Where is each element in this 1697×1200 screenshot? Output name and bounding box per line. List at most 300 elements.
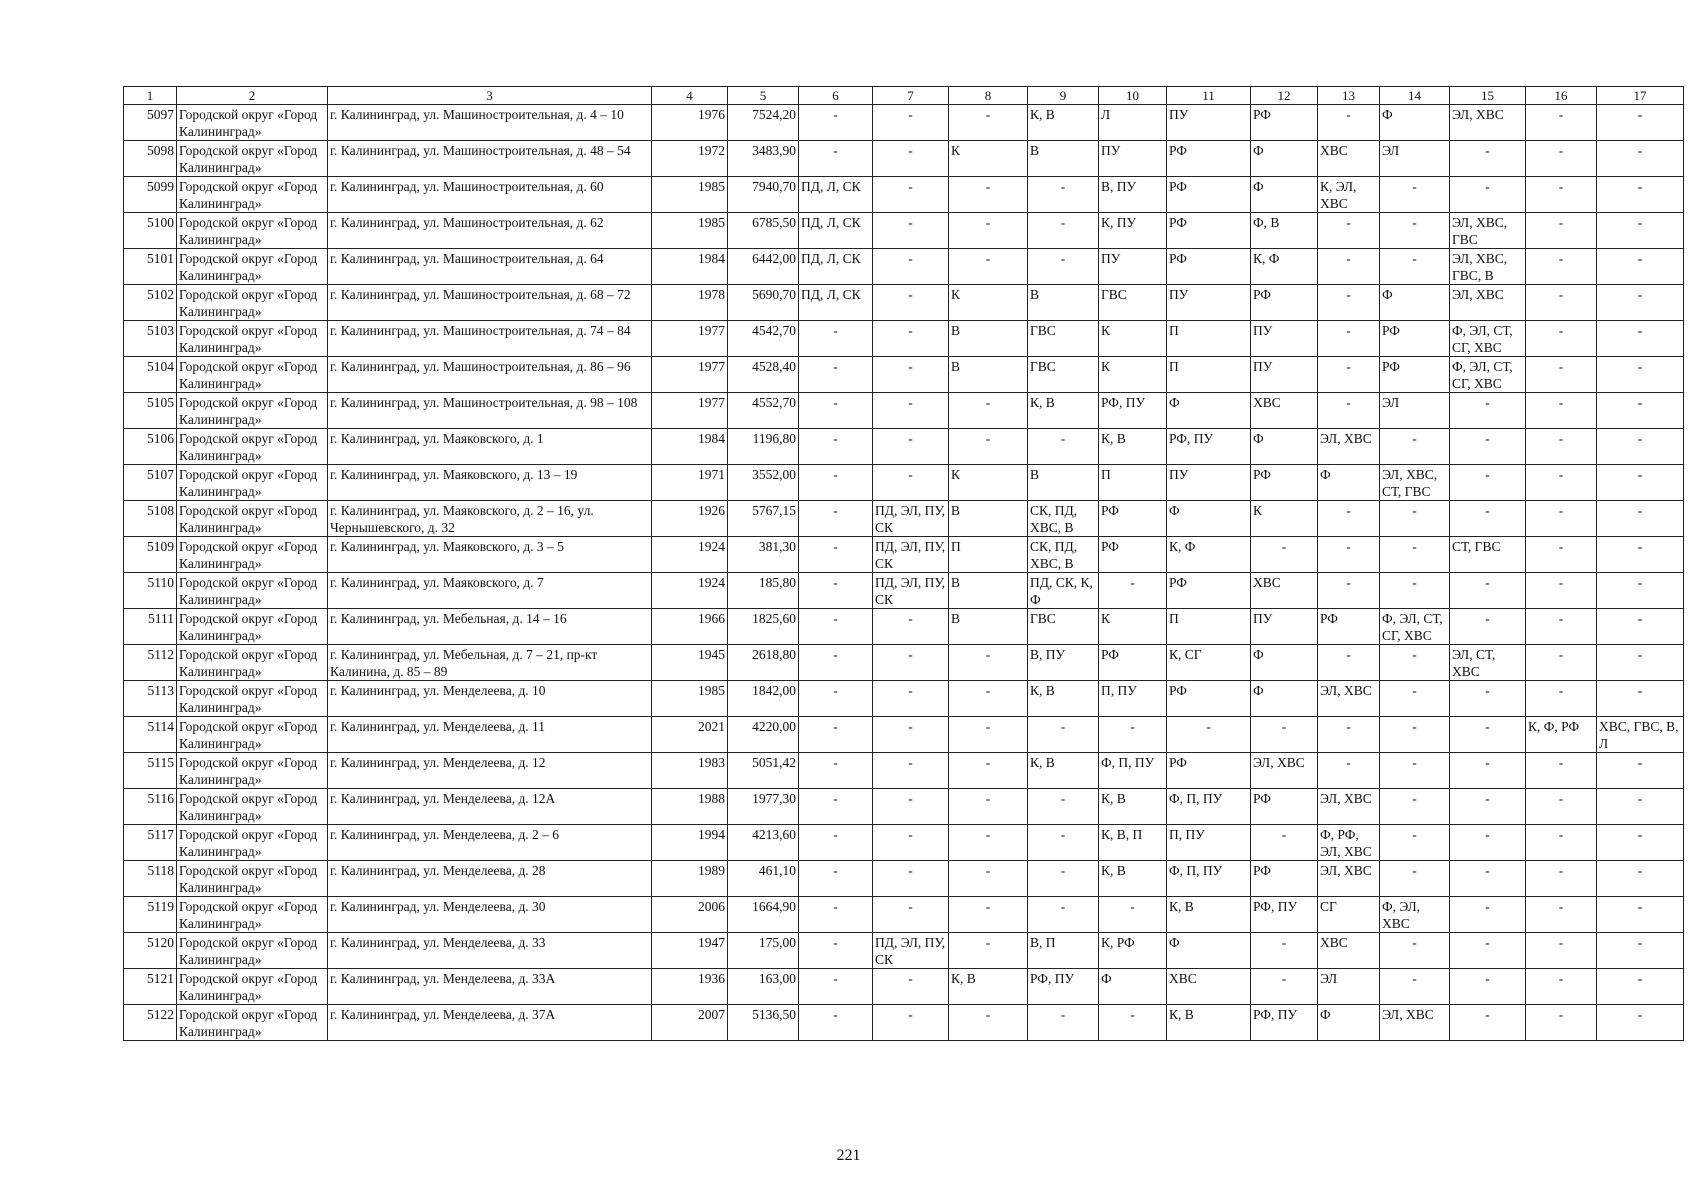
- table-cell: РФ: [1167, 141, 1251, 177]
- table-cell: 1842,00: [728, 681, 799, 717]
- table-cell: -: [1318, 645, 1380, 681]
- table-cell: -: [799, 393, 873, 429]
- table-row: [124, 141, 1684, 177]
- table-cell: -: [1318, 753, 1380, 789]
- table-cell: -: [949, 681, 1028, 717]
- table-cell: Городской округ «Город Калининград»: [177, 321, 328, 357]
- table-cell: Городской округ «Город Калининград»: [177, 465, 328, 501]
- table-cell: -: [1380, 537, 1450, 573]
- table-cell: -: [1450, 789, 1526, 825]
- table-cell: -: [1318, 501, 1380, 537]
- table-cell: РФ: [1251, 465, 1318, 501]
- column-number-cell: 15: [1450, 87, 1526, 105]
- table-cell: ПД, Л, СК: [799, 285, 873, 321]
- table-cell: ЭЛ, ХВС: [1450, 105, 1526, 141]
- table-cell: -: [873, 321, 949, 357]
- table-cell: К: [949, 141, 1028, 177]
- table-cell: 7940,70: [728, 177, 799, 213]
- table-cell: г. Калининград, ул. Менделеева, д. 12А: [328, 789, 652, 825]
- table-cell: -: [873, 825, 949, 861]
- table-cell: ЭЛ, ХВС: [1318, 789, 1380, 825]
- table-cell: 1947: [652, 933, 728, 969]
- table-cell: Ф: [1380, 285, 1450, 321]
- table-cell: -: [949, 933, 1028, 969]
- table-cell: 1976: [652, 105, 728, 141]
- table-cell: Городской округ «Город Калининград»: [177, 357, 328, 393]
- table-cell: г. Калининград, ул. Машиностроительная, д. 60: [328, 177, 652, 213]
- table-cell: г. Калининград, ул. Машиностроительная, д. 68 – 72: [328, 285, 652, 321]
- table-cell: Ф, ЭЛ, СТ, СГ, ХВС: [1380, 609, 1450, 645]
- table-cell: г. Калининград, ул. Маяковского, д. 3 – 5: [328, 537, 652, 573]
- table-cell: -: [1380, 573, 1450, 609]
- table-cell: -: [799, 969, 873, 1005]
- table-cell: -: [873, 465, 949, 501]
- table-cell: -: [873, 897, 949, 933]
- table-cell: 5117: [124, 825, 177, 861]
- table-cell: РФ: [1167, 249, 1251, 285]
- table-cell: П, ПУ: [1167, 825, 1251, 861]
- table-cell: -: [1526, 249, 1597, 285]
- table-cell: 5103: [124, 321, 177, 357]
- page-number: 221: [836, 1147, 861, 1164]
- table-cell: 5109: [124, 537, 177, 573]
- table-cell: -: [1526, 321, 1597, 357]
- table-cell: -: [1318, 573, 1380, 609]
- table-cell: РФ: [1167, 753, 1251, 789]
- table-cell: 5100: [124, 213, 177, 249]
- table-cell: ПУ: [1099, 141, 1167, 177]
- table-cell: Городской округ «Город Калининград»: [177, 501, 328, 537]
- table-cell: -: [799, 933, 873, 969]
- column-number-cell: 11: [1167, 87, 1251, 105]
- table-cell: ПУ: [1099, 249, 1167, 285]
- table-cell: -: [1450, 141, 1526, 177]
- table-cell: 5107: [124, 465, 177, 501]
- table-cell: 1977,30: [728, 789, 799, 825]
- table-cell: г. Калининград, ул. Машиностроительная, д. 98 – 108: [328, 393, 652, 429]
- table-cell: Ф: [1318, 465, 1380, 501]
- table-cell: -: [1526, 213, 1597, 249]
- table-cell: СК, ПД, ХВС, В: [1028, 537, 1099, 573]
- table-cell: -: [799, 501, 873, 537]
- table-cell: -: [1450, 393, 1526, 429]
- table-cell: Городской округ «Город Калининград»: [177, 969, 328, 1005]
- table-cell: ГВС: [1028, 609, 1099, 645]
- table-cell: -: [1028, 825, 1099, 861]
- table-cell: В: [949, 321, 1028, 357]
- table-row: [124, 321, 1684, 357]
- table-row: [124, 861, 1684, 897]
- table-cell: Ф: [1318, 1005, 1380, 1041]
- table-cell: г. Калининград, ул. Машиностроительная, д. 48 – 54: [328, 141, 652, 177]
- table-cell: г. Калининград, ул. Машиностроительная, д. 62: [328, 213, 652, 249]
- table-cell: К, СГ: [1167, 645, 1251, 681]
- table-cell: -: [1526, 969, 1597, 1005]
- table-cell: Городской округ «Город Калининград»: [177, 1005, 328, 1041]
- table-cell: -: [873, 717, 949, 753]
- table-cell: ЭЛ, СТ, ХВС: [1450, 645, 1526, 681]
- table-cell: г. Калининград, ул. Менделеева, д. 28: [328, 861, 652, 897]
- table-cell: -: [1380, 753, 1450, 789]
- table-cell: -: [1526, 537, 1597, 573]
- table-cell: 3552,00: [728, 465, 799, 501]
- table-cell: 1945: [652, 645, 728, 681]
- table-cell: К, В: [1028, 105, 1099, 141]
- table-cell: 1989: [652, 861, 728, 897]
- table-cell: г. Калининград, ул. Менделеева, д. 10: [328, 681, 652, 717]
- table-cell: В: [1028, 141, 1099, 177]
- table-cell: 5690,70: [728, 285, 799, 321]
- table-cell: П: [1099, 465, 1167, 501]
- table-cell: Городской округ «Город Калининград»: [177, 429, 328, 465]
- table-cell: ПУ: [1251, 609, 1318, 645]
- table-cell: ЭЛ, ХВС, ГВС, В: [1450, 249, 1526, 285]
- table-cell: Ф, П, ПУ: [1167, 861, 1251, 897]
- table-cell: К, В: [1099, 429, 1167, 465]
- table-cell: -: [1597, 681, 1684, 717]
- table-cell: г. Калининград, ул. Машиностроительная, д. 74 – 84: [328, 321, 652, 357]
- table-cell: -: [1597, 465, 1684, 501]
- table-cell: г. Калининград, ул. Маяковского, д. 13 – 19: [328, 465, 652, 501]
- table-cell: -: [873, 177, 949, 213]
- table-cell: 5098: [124, 141, 177, 177]
- table-cell: г. Калининград, ул. Менделеева, д. 30: [328, 897, 652, 933]
- table-cell: 1977: [652, 393, 728, 429]
- table-cell: Городской округ «Город Калининград»: [177, 393, 328, 429]
- table-cell: ЭЛ, ХВС: [1251, 753, 1318, 789]
- table-cell: г. Калининград, ул. Менделеева, д. 37А: [328, 1005, 652, 1041]
- table-row: [124, 501, 1684, 537]
- table-cell: Городской округ «Город Калининград»: [177, 609, 328, 645]
- table-cell: -: [949, 897, 1028, 933]
- table-cell: Ф: [1251, 645, 1318, 681]
- table-cell: К, РФ: [1099, 933, 1167, 969]
- table-cell: 5120: [124, 933, 177, 969]
- table-cell: -: [873, 861, 949, 897]
- table-cell: -: [1028, 249, 1099, 285]
- table-cell: -: [1028, 897, 1099, 933]
- table-cell: -: [1380, 969, 1450, 1005]
- table-cell: ЭЛ: [1380, 141, 1450, 177]
- table-row: [124, 969, 1684, 1005]
- table-cell: РФ: [1251, 285, 1318, 321]
- table-cell: г. Калининград, ул. Менделеева, д. 11: [328, 717, 652, 753]
- table-row: [124, 609, 1684, 645]
- table-cell: -: [1318, 393, 1380, 429]
- table-cell: 2006: [652, 897, 728, 933]
- table-row: [124, 105, 1684, 141]
- table-cell: РФ: [1099, 537, 1167, 573]
- column-number-cell: 4: [652, 87, 728, 105]
- table-cell: 5119: [124, 897, 177, 933]
- table-cell: ХВС: [1167, 969, 1251, 1005]
- table-cell: -: [1597, 861, 1684, 897]
- table-cell: -: [1318, 717, 1380, 753]
- table-cell: П: [1167, 609, 1251, 645]
- table-cell: -: [1318, 249, 1380, 285]
- table-cell: -: [1597, 573, 1684, 609]
- table-cell: Городской округ «Город Калининград»: [177, 933, 328, 969]
- table-cell: -: [1167, 717, 1251, 753]
- table-cell: -: [1380, 213, 1450, 249]
- table-cell: К, В: [1167, 1005, 1251, 1041]
- table-cell: -: [1380, 645, 1450, 681]
- table-cell: -: [799, 681, 873, 717]
- table-cell: СК, ПД, ХВС, В: [1028, 501, 1099, 537]
- table-cell: Городской округ «Город Калининград»: [177, 537, 328, 573]
- table-cell: К: [1251, 501, 1318, 537]
- table-cell: Ф: [1167, 501, 1251, 537]
- table-cell: -: [1380, 429, 1450, 465]
- table-body: [124, 105, 1684, 1041]
- table-cell: В: [1028, 285, 1099, 321]
- column-number-cell: 3: [328, 87, 652, 105]
- table-cell: 5122: [124, 1005, 177, 1041]
- table-cell: -: [799, 105, 873, 141]
- table-cell: -: [873, 285, 949, 321]
- table-cell: 163,00: [728, 969, 799, 1005]
- column-number-cell: 6: [799, 87, 873, 105]
- table-cell: -: [873, 969, 949, 1005]
- table-cell: К, В: [1167, 897, 1251, 933]
- table-cell: ЭЛ, ХВС: [1380, 1005, 1450, 1041]
- table-cell: -: [1028, 429, 1099, 465]
- table-cell: 1196,80: [728, 429, 799, 465]
- table-cell: К, В: [1099, 861, 1167, 897]
- table-cell: П: [1167, 321, 1251, 357]
- table-cell: -: [1526, 285, 1597, 321]
- table-cell: -: [799, 429, 873, 465]
- table-cell: -: [1450, 501, 1526, 537]
- table-cell: К: [949, 465, 1028, 501]
- table-cell: Ф: [1251, 429, 1318, 465]
- table-cell: РФ, ПУ: [1251, 1005, 1318, 1041]
- table-cell: 185,80: [728, 573, 799, 609]
- table-cell: -: [1597, 501, 1684, 537]
- table-cell: -: [1597, 105, 1684, 141]
- table-cell: В, ПУ: [1028, 645, 1099, 681]
- table-cell: Городской округ «Город Калининград»: [177, 573, 328, 609]
- table-cell: -: [1450, 753, 1526, 789]
- table-cell: -: [1380, 681, 1450, 717]
- table-cell: ЭЛ, ХВС: [1318, 681, 1380, 717]
- table-cell: Л: [1099, 105, 1167, 141]
- table-cell: 5113: [124, 681, 177, 717]
- table-cell: г. Калининград, ул. Мебельная, д. 14 – 16: [328, 609, 652, 645]
- table-cell: -: [1597, 789, 1684, 825]
- table-cell: -: [873, 789, 949, 825]
- table-cell: ГВС: [1099, 285, 1167, 321]
- table-cell: 2007: [652, 1005, 728, 1041]
- table-cell: К: [1099, 357, 1167, 393]
- table-cell: ХВС: [1251, 573, 1318, 609]
- table-cell: 5767,15: [728, 501, 799, 537]
- table-cell: П, ПУ: [1099, 681, 1167, 717]
- table-cell: -: [873, 753, 949, 789]
- table-cell: В: [949, 573, 1028, 609]
- table-row: [124, 753, 1684, 789]
- table-cell: РФ: [1167, 177, 1251, 213]
- table-cell: -: [1450, 465, 1526, 501]
- table-cell: Ф: [1167, 933, 1251, 969]
- table-cell: 5105: [124, 393, 177, 429]
- table-cell: Городской округ «Город Калининград»: [177, 861, 328, 897]
- table-cell: РФ: [1251, 789, 1318, 825]
- table-cell: -: [799, 465, 873, 501]
- table-cell: 1825,60: [728, 609, 799, 645]
- table-cell: -: [1597, 141, 1684, 177]
- table-cell: -: [1526, 645, 1597, 681]
- table-cell: 461,10: [728, 861, 799, 897]
- table-cell: -: [873, 429, 949, 465]
- table-cell: Городской округ «Город Калининград»: [177, 897, 328, 933]
- column-number-cell: 8: [949, 87, 1028, 105]
- table-cell: СГ: [1318, 897, 1380, 933]
- table-cell: 1924: [652, 573, 728, 609]
- table-cell: -: [1450, 897, 1526, 933]
- table-cell: -: [1318, 285, 1380, 321]
- table-cell: -: [1597, 1005, 1684, 1041]
- table-cell: -: [1450, 1005, 1526, 1041]
- table-cell: -: [1450, 573, 1526, 609]
- table-cell: 5114: [124, 717, 177, 753]
- table-cell: Городской округ «Город Калининград»: [177, 753, 328, 789]
- table-cell: -: [1028, 789, 1099, 825]
- table-cell: РФ: [1251, 105, 1318, 141]
- table-cell: -: [949, 825, 1028, 861]
- table-row: [124, 177, 1684, 213]
- table-cell: РФ, ПУ: [1167, 429, 1251, 465]
- table-cell: ПД, ЭЛ, ПУ, СК: [873, 537, 949, 573]
- table-cell: г. Калининград, ул. Менделеева, д. 33А: [328, 969, 652, 1005]
- table-row: [124, 393, 1684, 429]
- table-cell: 2618,80: [728, 645, 799, 681]
- table-cell: ХВС: [1251, 393, 1318, 429]
- table-cell: г. Калининград, ул. Менделеева, д. 2 – 6: [328, 825, 652, 861]
- table-cell: -: [1450, 933, 1526, 969]
- table-cell: 4220,00: [728, 717, 799, 753]
- table-cell: Городской округ «Город Калининград»: [177, 249, 328, 285]
- table-cell: 1994: [652, 825, 728, 861]
- table-cell: ПД, ЭЛ, ПУ, СК: [873, 933, 949, 969]
- table-cell: РФ: [1318, 609, 1380, 645]
- table-cell: 1983: [652, 753, 728, 789]
- table-cell: 5112: [124, 645, 177, 681]
- table-cell: -: [949, 717, 1028, 753]
- table-cell: В: [949, 609, 1028, 645]
- table-cell: -: [799, 573, 873, 609]
- table-cell: К, ПУ: [1099, 213, 1167, 249]
- table-cell: Городской округ «Город Калининград»: [177, 717, 328, 753]
- table-cell: -: [1318, 321, 1380, 357]
- table-cell: Городской округ «Город Калининград»: [177, 105, 328, 141]
- table-cell: -: [1526, 393, 1597, 429]
- table-row: [124, 249, 1684, 285]
- table-cell: -: [1597, 393, 1684, 429]
- table-cell: -: [949, 789, 1028, 825]
- table-cell: РФ: [1167, 573, 1251, 609]
- table-cell: -: [949, 861, 1028, 897]
- table-cell: 6442,00: [728, 249, 799, 285]
- table-cell: -: [1318, 213, 1380, 249]
- table-cell: -: [1380, 717, 1450, 753]
- table-cell: 5136,50: [728, 1005, 799, 1041]
- table-cell: К, В: [949, 969, 1028, 1005]
- table-cell: 5121: [124, 969, 177, 1005]
- table-cell: 1985: [652, 681, 728, 717]
- table-cell: -: [1099, 573, 1167, 609]
- table-cell: -: [1380, 789, 1450, 825]
- table-cell: -: [873, 141, 949, 177]
- table-cell: -: [799, 321, 873, 357]
- table-cell: -: [1597, 321, 1684, 357]
- table-cell: 4528,40: [728, 357, 799, 393]
- table-cell: -: [1028, 861, 1099, 897]
- table-cell: -: [799, 825, 873, 861]
- table-cell: К, В: [1099, 789, 1167, 825]
- table-cell: -: [1597, 537, 1684, 573]
- table-cell: Городской округ «Город Калининград»: [177, 213, 328, 249]
- table-cell: -: [799, 645, 873, 681]
- table-cell: -: [1380, 501, 1450, 537]
- table-cell: К: [1099, 321, 1167, 357]
- column-number-cell: 14: [1380, 87, 1450, 105]
- table-cell: -: [799, 789, 873, 825]
- table-cell: -: [1099, 717, 1167, 753]
- table-cell: ПУ: [1167, 105, 1251, 141]
- table-cell: -: [1597, 825, 1684, 861]
- table-cell: 4213,60: [728, 825, 799, 861]
- table-cell: г. Калининград, ул. Мебельная, д. 7 – 21, пр-кт Калинина, д. 85 – 89: [328, 645, 652, 681]
- table-cell: -: [1526, 825, 1597, 861]
- table-row: [124, 429, 1684, 465]
- table-cell: В: [1028, 465, 1099, 501]
- table-cell: ХВС: [1318, 933, 1380, 969]
- table-cell: -: [799, 717, 873, 753]
- table-cell: Городской округ «Город Калининград»: [177, 177, 328, 213]
- table-cell: ЭЛ, ХВС: [1318, 861, 1380, 897]
- table-cell: РФ: [1380, 321, 1450, 357]
- table-cell: 5110: [124, 573, 177, 609]
- table-row: [124, 537, 1684, 573]
- table-cell: ПУ: [1251, 321, 1318, 357]
- table-cell: -: [1597, 933, 1684, 969]
- table-cell: К, Ф, РФ: [1526, 717, 1597, 753]
- table-cell: -: [1450, 825, 1526, 861]
- table-cell: ПД, Л, СК: [799, 249, 873, 285]
- table-cell: -: [1597, 357, 1684, 393]
- table-cell: 2021: [652, 717, 728, 753]
- table-cell: ЭЛ, ХВС, СТ, ГВС: [1380, 465, 1450, 501]
- table-cell: ПУ: [1167, 285, 1251, 321]
- table-cell: Ф: [1251, 141, 1318, 177]
- table-cell: -: [1526, 501, 1597, 537]
- table-cell: К, ЭЛ, ХВС: [1318, 177, 1380, 213]
- table-cell: 5118: [124, 861, 177, 897]
- table-cell: -: [873, 249, 949, 285]
- table-cell: ГВС: [1028, 357, 1099, 393]
- table-cell: -: [1526, 681, 1597, 717]
- column-number-cell: 1: [124, 87, 177, 105]
- table-cell: -: [1028, 1005, 1099, 1041]
- table-cell: РФ, ПУ: [1099, 393, 1167, 429]
- table-cell: -: [873, 213, 949, 249]
- table-cell: -: [1380, 177, 1450, 213]
- table-cell: РФ: [1167, 213, 1251, 249]
- table-cell: 1926: [652, 501, 728, 537]
- register-table: [123, 86, 1684, 1041]
- table-cell: 1978: [652, 285, 728, 321]
